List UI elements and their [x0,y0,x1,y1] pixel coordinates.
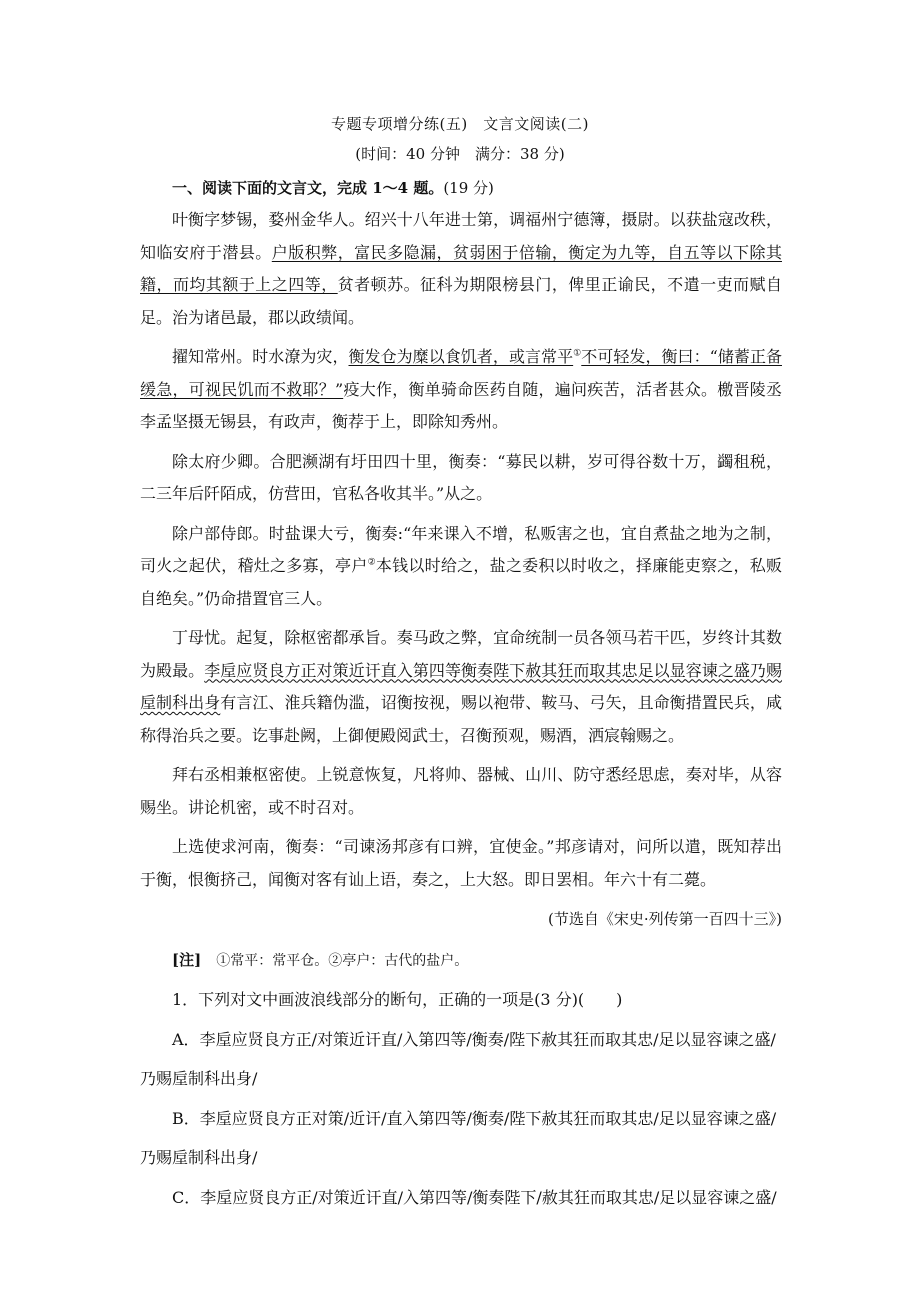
paragraph-2 [140,341,782,439]
option-b-text: 李垕应贤良方正对策/近讦/直入第四等/衡奏/陛下赦其狂而取其忠/足以显容谏之盛/ [199,1108,777,1128]
footnote [140,944,782,978]
paragraph-5-text-c: 有言江、淮兵籍伪滥，诏衡按视，赐以袍带、鞍马、弓矢，且命衡措置民兵，咸称得治兵之要。讫事赴阙，上御便殿阅武士，召衡预观，赐酒，洒宸翰赐之。 [140,693,782,745]
paragraph-4-text-a: 除户部侍郎。时盐课大亏，衡奏:“年来课入不增，私贩害之也，宜自煮盐之地为之制，司火之起伏，稽灶之多寡，亭户 [140,523,782,575]
underlined-sentence-1: 户版积弊，富民多隐漏，贫弱困于倍输，衡定为九等，自五等以下除其籍，而均其额于上之四等， [140,242,782,294]
wavy-underlined-passage: 李垕应贤良方正对策近讦直入第四等衡奏陛下赦其狂而取其忠足以显容谏之盛乃赐垕制科出身 [140,660,782,712]
passage-source: (节选自《宋史·列传第一百四十三》) [548,910,782,928]
paragraph-6: 拜右丞相兼枢密使。上锐意恢复，凡将帅、器械、山川、防守悉经思虑，奏对毕，从容赐坐。讲论机密，或不时召对。 [140,765,782,817]
footnote-text: ①常平：常平仓。②亭户：古代的盐户。 [216,952,469,969]
option-b-continued: 乃赐垕制科出身/ [140,1148,258,1167]
option-c-letter: C． [172,1187,201,1207]
question-1-stem: 1．下列对文中画波浪线部分的断句，正确的一项是(3 分)( ) [172,990,623,1009]
section-points: (19 分) [443,179,494,197]
footnote-marker-2: ② [367,557,376,568]
option-a-letter: A． [172,1029,200,1049]
paragraph-1-text-c: 贫者顿苏。征科为期限榜县门，俾里正谕民，不遣一吏而赋自足。治为诸邑最，郡以政绩闻。 [140,275,782,327]
paragraph-5 [140,622,782,752]
footnote-label: [注] [172,950,202,969]
footnote-marker-1: ① [573,348,582,359]
option-a-continued: 乃赐垕制科出身/ [140,1069,258,1088]
passage-body [140,204,782,1221]
paragraph-7: 上选使求河南，衡奏：“司谏汤邦彦有口辨，宜使金。”邦彦请对，问所以遣，既知荐出于衡，恨衡挤己，闻衡对客有讪上语，奏之，上大怒。即日罢相。年六十有二薨。 [140,837,782,889]
time-score-info: (时间：40 分钟 满分：38 分) [355,145,565,163]
underlined-sentence-2a: 衡发仓为糜以食饥者，或言常平 [348,347,574,366]
section-heading [172,177,494,198]
paragraph-1 [140,204,782,334]
option-c-text: 李垕应贤良方正/对策近讦直/入第四等/衡奏陛下/赦其狂而取其忠/足以显容谏之盛/ [200,1187,777,1207]
paragraph-2-text-a: 擢知常州。时水潦为灾， [172,347,349,366]
option-a-text: 李垕应贤良方正/对策近讦直/入第四等/衡奏/陛下赦其狂而取其忠/足以显容谏之盛/ [199,1029,776,1049]
paragraph-4 [140,518,782,616]
paragraph-4-text-b: 本钱以时给之，盐之委积以时收之，择廉能吏察之，私贩自绝矣。”仍命措置官三人。 [140,556,782,608]
page-title: 专题专项增分练(五) 文言文阅读(二) [331,115,589,133]
option-c[interactable] [140,1182,782,1215]
section-heading-text: 一、阅读下面的文言文，完成 1～4 题。 [172,179,444,197]
paragraph-3: 除太府少卿。合肥濒湖有圩田四十里，衡奏：“募民以耕，岁可得谷数十万，蠲租税，二三年后阡陌成，仿营田，官私各收其半。”从之。 [140,451,782,503]
option-b[interactable] [140,1103,782,1136]
option-a[interactable] [140,1024,782,1057]
option-b-letter: B． [172,1108,200,1128]
paragraph-1-text-a: 叶衡字梦锡，婺州金华人。绍兴十八年进士第，调福州宁德簿，摄尉。以获盐寇改秩，知临安府于潜县。 [140,210,782,262]
paragraph-2-text-d: 疫大作，衡单骑命医药自随，遍问疾苦，活者甚众。檄晋陵丞李孟坚摄无锡县，有政声，衡荐于上，即除知秀州。 [140,379,782,431]
underlined-sentence-2b: 不可轻发，衡曰：“储蓄正备缓急，可视民饥而不救耶？” [140,347,782,399]
paragraph-5-text-a: 丁母忧。起复，除枢密都承旨。奏马政之弊，宜命统制一员各领马若干匹，岁终计其数为殿最。 [140,628,782,680]
